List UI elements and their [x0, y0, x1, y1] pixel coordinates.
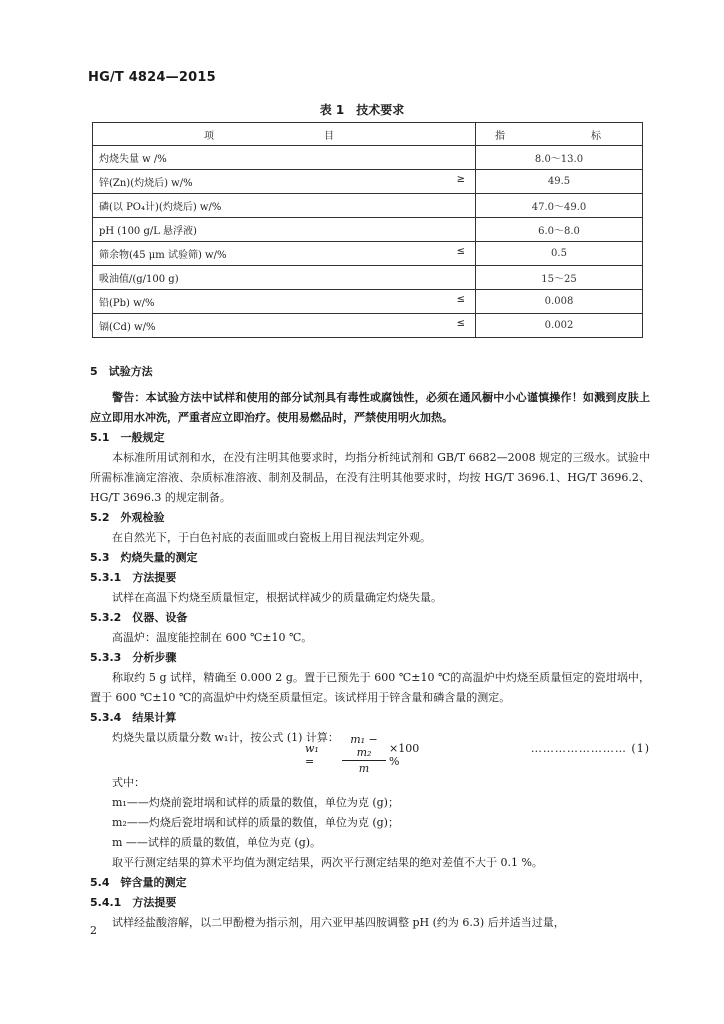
paragraph: 称取约 5 g 试样，精确至 0.000 2 g。置于已预先于 600 ℃±10 ℃的高温炉中灼烧至质量恒定的瓷坩埚中，置于 600 ℃±10 ℃的高温炉中灼烧至质量恒定。该试样用于锌含量和磷含量的测定。	[90, 671, 650, 704]
column-header-value: 指 标	[476, 123, 643, 146]
table-header-row	[93, 123, 643, 146]
section-heading: 5.3.2 仪器、设备	[90, 611, 188, 624]
paragraph: 在自然光下，于白色衬底的表面皿或白瓷板上用目视法判定外观。	[112, 531, 431, 544]
section-5-continued	[90, 773, 650, 933]
row-item	[93, 146, 476, 170]
row-value: 0.008	[476, 290, 643, 314]
variable-definition: m ——试样的质量的数值，单位为克 (g)。	[112, 836, 322, 849]
paragraph: 高温炉：温度能控制在 600 ℃±10 ℃。	[112, 631, 313, 644]
row-item	[93, 218, 476, 242]
table-row	[93, 242, 643, 266]
safety-warning: 警告：本试验方法中试样和使用的部分试剂具有毒性或腐蚀性，必须在通风橱中小心谨慎操作！如溅到皮肤上应立即用水冲洗，严重者应立即治疗。使用易燃品时，严禁使用明火加热。	[90, 391, 650, 424]
variable-definition: m₁——灼烧前瓷坩埚和试样的质量的数值，单位为克 (g)；	[112, 796, 399, 809]
formula-multiplier: ×100 %	[389, 742, 420, 768]
row-comparator: ≤	[456, 246, 465, 257]
row-comparator: ≤	[456, 318, 465, 329]
row-item	[93, 194, 476, 218]
formula-fraction	[342, 733, 386, 775]
row-comparator: ≥	[456, 174, 465, 185]
row-value: 49.5	[476, 170, 643, 194]
row-value: 8.0～13.0	[476, 146, 643, 170]
table-row	[93, 314, 643, 338]
formula-denominator: m	[358, 762, 370, 775]
section-heading: 5.3 灼烧失量的测定	[90, 551, 198, 564]
paragraph: 试样经盐酸溶解，以二甲酚橙为指示剂，用六亚甲基四胺调整 pH (约为 6.3) 后并适当过量，	[112, 916, 565, 929]
table-row	[93, 194, 643, 218]
paragraph: 试样在高温下灼烧至质量恒定，根据试样减少的质量确定灼烧失量。	[112, 591, 442, 604]
variable-definition: m₂——灼烧后瓷坩埚和试样的质量的数值，单位为克 (g)；	[112, 816, 399, 829]
paragraph: 灼烧失量以质量分数 w₁计，按公式 (1) 计算：	[112, 731, 339, 744]
table-row	[93, 146, 643, 170]
row-label: 铅(Pb) w/%	[99, 298, 155, 309]
page-number: 2	[90, 924, 97, 937]
row-item	[93, 314, 476, 338]
standard-code: HG/T 4824—2015	[88, 70, 216, 85]
row-label: pH (100 g/L 悬浮液)	[99, 226, 197, 237]
section-heading: 5.3.3 分析步骤	[90, 651, 177, 664]
row-value: 47.0～49.0	[476, 194, 643, 218]
technical-requirements-table	[92, 122, 643, 338]
where-label: 式中：	[112, 776, 145, 789]
formula-numerator: m₁ − m₂	[342, 733, 386, 761]
row-label: 吸油值/(g/100 g)	[99, 274, 179, 285]
paragraph: 取平行测定结果的算术平均值为测定结果，两次平行测定结果的绝对差值不大于 0.1 %。	[112, 856, 543, 869]
table-row	[93, 266, 643, 290]
row-item	[93, 290, 476, 314]
formula-number: …………………… (1)	[530, 742, 650, 755]
row-item	[93, 170, 476, 194]
section-heading: 5.3.4 结果计算	[90, 711, 177, 724]
section-heading: 5.4 锌含量的测定	[90, 876, 187, 889]
table-row	[93, 218, 643, 242]
row-label: 锌(Zn)(灼烧后) w/%	[99, 178, 193, 189]
row-item	[93, 242, 476, 266]
row-item	[93, 266, 476, 290]
section-heading: 5.2 外观检验	[90, 511, 165, 524]
formula-1	[90, 733, 650, 775]
row-label: 筛余物(45 μm 试验筛) w/%	[99, 250, 227, 261]
row-value: 6.0～8.0	[476, 218, 643, 242]
section-5-block	[90, 362, 650, 748]
row-label: 镉(Cd) w/%	[99, 322, 156, 333]
row-value: 0.5	[476, 242, 643, 266]
row-value: 0.002	[476, 314, 643, 338]
section-heading: 5.4.1 方法提要	[90, 896, 177, 909]
section-heading: 5 试验方法	[90, 365, 153, 378]
column-header-item: 项 目	[93, 123, 476, 146]
table-row	[93, 290, 643, 314]
row-comparator: ≤	[456, 294, 465, 305]
row-value: 15～25	[476, 266, 643, 290]
section-heading: 5.1 一般规定	[90, 431, 165, 444]
formula-lhs: w₁ =	[305, 742, 319, 768]
paragraph: 本标准所用试剂和水，在没有注明其他要求时，均指分析纯试剂和 GB/T 6682—2008 规定的三级水。试验中所需标准滴定溶液、杂质标准溶液、制剂及制品，在没有注明其他要求时，均按 HG/T 3696.1、HG/T 3696.2、HG/T 3696.3 的规定制备。	[90, 451, 650, 504]
table-row	[93, 170, 643, 194]
section-heading: 5.3.1 方法提要	[90, 571, 177, 584]
row-label: 灼烧失量 w /%	[99, 154, 167, 165]
row-label: 磷(以 PO₄计)(灼烧后) w/%	[99, 202, 222, 213]
table-caption: 表 1 技术要求	[319, 103, 405, 117]
